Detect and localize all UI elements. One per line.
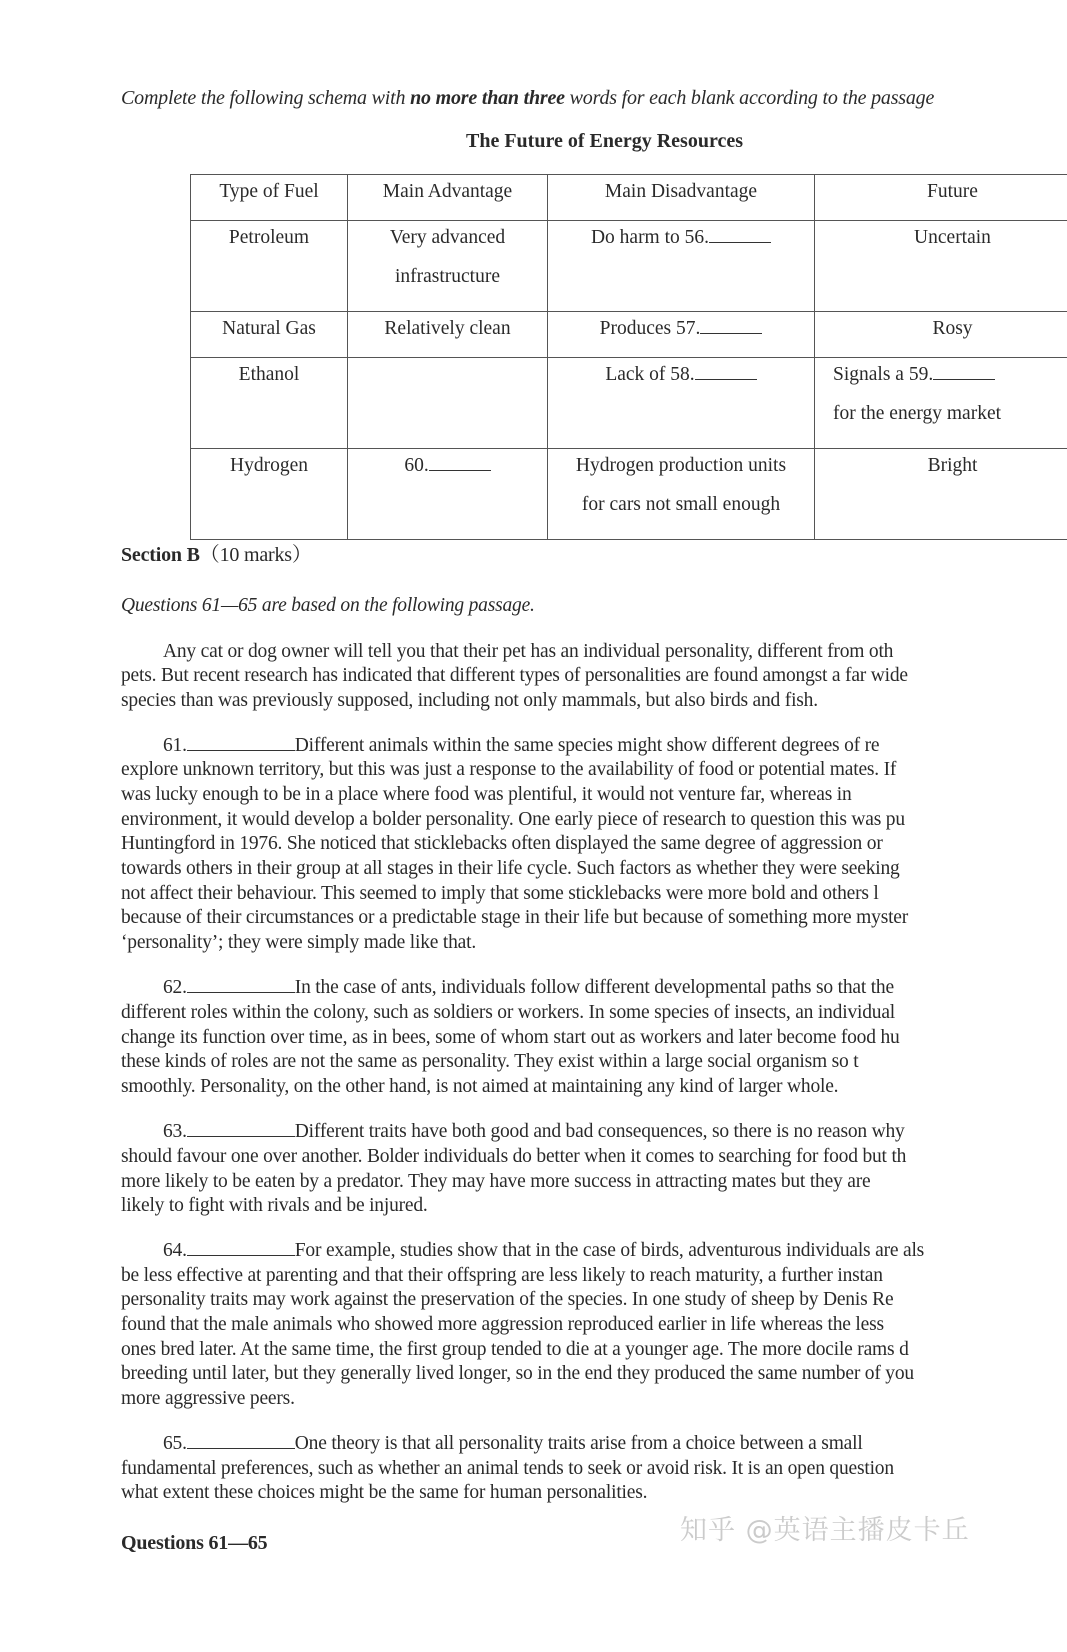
header-main-disadvantage: Main Disadvantage <box>548 175 815 221</box>
passage-line: ones bred later. At the same time, the first group tended to die at a younger age. The more docile rams d <box>121 1339 909 1360</box>
section-marks: （10 marks） <box>199 544 312 566</box>
passage-line: Any cat or dog owner will tell you that their pet has an individual personality, different from oth <box>163 641 894 662</box>
passage-line: ‘personality’; they were simply made like that. <box>121 932 477 953</box>
answer-blank-63[interactable] <box>187 1120 295 1137</box>
header-type-of-fuel: Type of Fuel <box>191 175 348 221</box>
schema-table <box>190 174 1067 540</box>
passage-line: different roles within the colony, such as soldiers or workers. In some species of insects, an individual <box>121 1002 895 1023</box>
answer-blank-58[interactable] <box>695 363 757 380</box>
gap-line-65: 65. One theory is that all personality traits arise from a choice between a small <box>163 1433 863 1454</box>
cell-disadvantage: Do harm to 56. <box>548 221 815 312</box>
passage-line: these kinds of roles are not the same as personality. They exist within a large social organism so t <box>121 1051 859 1072</box>
gap-line-62: 62. In the case of ants, individuals follow different developmental paths so that the <box>163 977 894 998</box>
passage-line: towards others in their group at all stages in their life cycle. Such factors as whether they were seeking <box>121 858 900 879</box>
passage-line: found that the male animals who showed more aggression reproduced earlier in life whereas the less <box>121 1314 884 1335</box>
gap-line-61: 61. Different animals within the same species might show different degrees of re <box>163 735 880 756</box>
schema-row-natural-gas <box>191 312 1067 358</box>
passage-line: change its function over time, as in bees, some of whom start out as workers and later become food hu <box>121 1027 900 1048</box>
cell-fuel: Petroleum <box>191 221 348 312</box>
passage-line: environment, it would develop a bolder personality. One early piece of research to question this was pu <box>121 809 905 830</box>
cell-disadvantage: Hydrogen production units for cars not small enough <box>548 449 815 540</box>
answer-blank-60[interactable] <box>429 454 491 471</box>
gap-line-64: 64. For example, studies show that in the case of birds, adventurous individuals are als <box>163 1240 925 1261</box>
answer-blank-56[interactable] <box>709 226 771 243</box>
schema-title: The Future of Energy Resources <box>466 130 744 152</box>
cell-advantage: Relatively clean <box>348 312 548 358</box>
cell-future: Signals a 59. for the energy market <box>815 358 1067 449</box>
passage-line: not affect their behaviour. This seemed to imply that some sticklebacks were more bold and others l <box>121 883 879 904</box>
header-main-advantage: Main Advantage <box>348 175 548 221</box>
watermark: 知乎 @英语主播皮卡丘 <box>680 1515 970 1546</box>
cell-fuel: Natural Gas <box>191 312 348 358</box>
passage-line: because of their circumstances or a predictable stage in their life but because of something more myster <box>121 907 909 928</box>
answer-blank-59[interactable] <box>933 363 995 380</box>
passage-line: likely to fight with rivals and be injured. <box>121 1195 428 1216</box>
cell-future: Uncertain <box>815 221 1067 312</box>
passage-line: was lucky enough to be in a place where food was plentiful, it would not venture far, whereas in <box>121 784 852 805</box>
gap-line-63: 63. Different traits have both good and bad consequences, so there is no reason why <box>163 1121 905 1142</box>
passage-line: more likely to be eaten by a predator. They may have more success in attracting mates but they are <box>121 1171 871 1192</box>
cell-advantage: 60. <box>348 449 548 540</box>
cell-future: Rosy <box>815 312 1067 358</box>
cell-advantage: Very advanced infrastructure <box>348 221 548 312</box>
passage-line: more aggressive peers. <box>121 1388 295 1409</box>
schema-header-row <box>191 175 1067 221</box>
instructions-suffix: words for each blank according to the passage <box>564 87 935 109</box>
instructions-prefix: Complete the following schema with <box>121 87 411 109</box>
passage-line: species than was previously supposed, including not only mammals, but also birds and fish. <box>121 690 818 711</box>
section-b-heading <box>121 543 312 567</box>
cell-fuel: Hydrogen <box>191 449 348 540</box>
passage-line: be less effective at parenting and that their offspring are less likely to reach maturity, a further instan <box>121 1265 883 1286</box>
passage-line: what extent these choices might be the same for human personalities. <box>121 1482 648 1503</box>
passage-line: personality traits may work against the preservation of the species. In one study of sheep by Denis Re <box>121 1289 894 1310</box>
passage-line: should favour one over another. Bolder individuals do better when it comes to searching for food but th <box>121 1146 907 1167</box>
passage-line: pets. But recent research has indicated that different types of personalities are found amongst a far wide <box>121 665 908 686</box>
cell-fuel: Ethanol <box>191 358 348 449</box>
cell-disadvantage: Lack of 58. <box>548 358 815 449</box>
schema-instructions <box>121 86 934 110</box>
passage-line: explore unknown territory, but this was just a response to the availability of food or potential mates. If <box>121 759 897 780</box>
answer-blank-64[interactable] <box>187 1239 295 1256</box>
answer-blank-57[interactable] <box>700 317 762 334</box>
passage-line: smoothly. Personality, on the other hand, is not aimed at maintaining any kind of larger whole. <box>121 1076 839 1097</box>
cell-future: Bright <box>815 449 1067 540</box>
passage-line: breeding until later, but they generally lived longer, so in the end they produced the same number of you <box>121 1363 914 1384</box>
answer-blank-65[interactable] <box>187 1432 295 1449</box>
questions-intro: Questions 61—65 are based on the following passage. <box>121 595 535 616</box>
schema-row-ethanol <box>191 358 1067 449</box>
instructions-emphasis: no more than three <box>410 87 565 109</box>
schema-row-petroleum <box>191 221 1067 312</box>
passage-line: fundamental preferences, such as whether an animal tends to seek or avoid risk. It is an open question <box>121 1458 894 1479</box>
passage-line: Huntingford in 1976. She noticed that sticklebacks often displayed the same degree of aggression or <box>121 833 883 854</box>
cell-advantage-empty <box>348 358 548 449</box>
answer-blank-61[interactable] <box>187 734 295 751</box>
section-label: Section B <box>121 544 200 566</box>
header-future: Future <box>815 175 1067 221</box>
schema-row-hydrogen <box>191 449 1067 540</box>
questions-heading: Questions 61—65 <box>121 1532 268 1554</box>
cell-disadvantage: Produces 57. <box>548 312 815 358</box>
answer-blank-62[interactable] <box>187 976 295 993</box>
